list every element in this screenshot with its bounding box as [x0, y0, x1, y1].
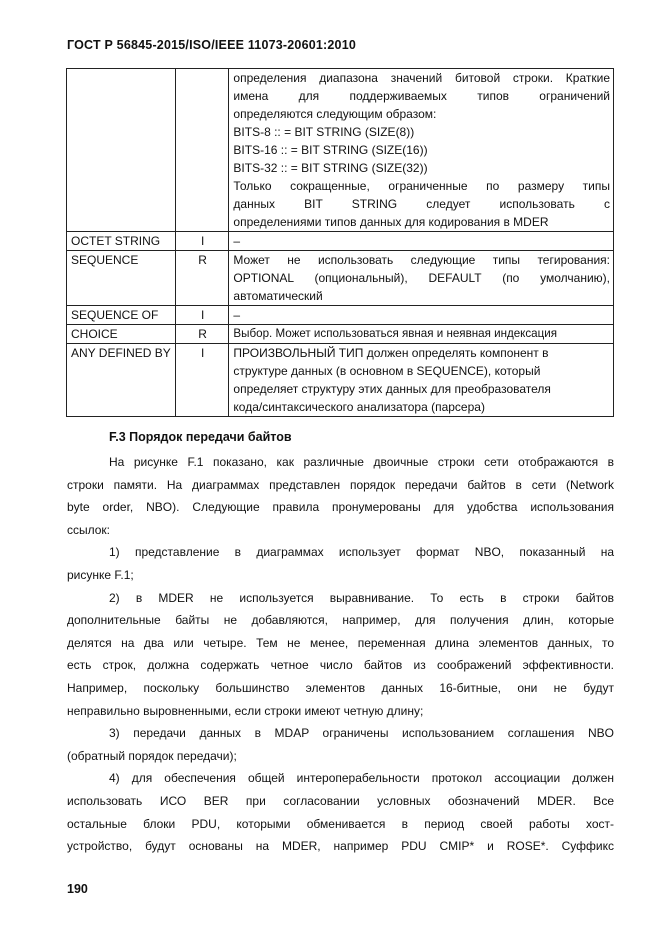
- text-line: (обратный порядок передачи);: [67, 748, 237, 763]
- text-line: 3) передачи данных в MDAP ограничены использованием соглашения NBO: [109, 726, 614, 741]
- page-number: 190: [67, 882, 88, 896]
- flag-cell: R: [175, 325, 229, 344]
- flag-cell: I: [175, 344, 229, 417]
- list-item: [67, 722, 614, 767]
- table-row: [67, 232, 614, 251]
- description-line: –: [233, 308, 241, 322]
- asn1-types-table: [66, 68, 614, 417]
- description-line: данных BIT STRING следует использовать с: [233, 197, 610, 211]
- description-line: –: [233, 234, 241, 248]
- table-row: [67, 69, 614, 232]
- flag-cell: I: [175, 306, 229, 325]
- list-item: [67, 587, 614, 723]
- table-row: [67, 325, 614, 344]
- description-cell: [229, 251, 614, 306]
- flag-cell: R: [175, 251, 229, 306]
- description-line: имена для поддерживаемых типов ограничений: [233, 89, 610, 103]
- description-line: Только сокращенные, ограниченные по размеру типы: [233, 179, 610, 193]
- text-line: дополнительные байты не добавляются, например, для получения длин, которые: [67, 613, 614, 628]
- list-item: [67, 541, 614, 586]
- type-cell: CHOICE: [67, 325, 176, 344]
- paragraph: [67, 451, 614, 541]
- section-heading: F.3 Порядок передачи байтов: [109, 430, 292, 444]
- type-cell: ANY DEFINED BY: [67, 344, 176, 417]
- description-line: определения диапазона значений битовой строки. Краткие: [233, 71, 610, 85]
- description-line: OPTIONAL (опциональный), DEFAULT (по умолчанию),: [233, 271, 610, 285]
- text-line: 4) для обеспечения общей интероперабельности протокол ассоциации должен: [109, 771, 614, 786]
- text-line: устройство, будут основаны на MDER, например PDU CMIP* и ROSE*. Суффикс: [67, 839, 614, 854]
- description-cell: [229, 232, 614, 251]
- text-line: рисунке F.1;: [67, 567, 134, 582]
- flag-cell: [175, 69, 229, 232]
- text-line: делятся на два или четыре. Тем не менее, переменная длина элементов данных, то: [67, 635, 614, 650]
- text-line: использовать ИСО BER при согласовании условных обозначений MDER. Все: [67, 793, 614, 808]
- text-line: неправильно выровненными, если строки имеют четную длину;: [67, 703, 424, 718]
- text-line: 1) представление в диаграммах использует формат NBO, показанный на: [109, 545, 614, 560]
- description-line: определениями типов данных для кодирования в MDER: [233, 215, 549, 229]
- type-cell: SEQUENCE OF: [67, 306, 176, 325]
- description-line: Выбор. Может использоваться явная и неявная индексация: [233, 327, 558, 340]
- flag-cell: I: [175, 232, 229, 251]
- description-line: BITS-8 :: = BIT STRING (SIZE(8)): [233, 125, 415, 139]
- table-row: [67, 306, 614, 325]
- type-cell: SEQUENCE: [67, 251, 176, 306]
- description-line: BITS-32 :: = BIT STRING (SIZE(32)): [233, 161, 428, 175]
- description-line: определяет структуру этих данных для преобразователя: [233, 382, 551, 396]
- type-cell: [67, 69, 176, 232]
- text-line: остальные блоки PDU, которыми обменивается в период своей работы хост-: [67, 816, 614, 831]
- description-cell: [229, 344, 614, 417]
- description-line: BITS-16 :: = BIT STRING (SIZE(16)): [233, 143, 428, 157]
- text-line: На рисунке F.1 показано, как различные двоичные строки сети отображаются в: [109, 455, 614, 469]
- description-line: кода/синтаксического анализатора (парсера): [233, 400, 485, 414]
- document-header: ГОСТ Р 56845-2015/ISO/IEEE 11073-20601:2010: [67, 38, 357, 52]
- description-line: автоматический: [233, 289, 323, 303]
- description-line: Может не использовать следующие типы тегирования:: [233, 253, 610, 267]
- text-line: есть строк, должна содержать четное число байтов из соображений эффективности.: [67, 658, 614, 673]
- text-line: byte order, NBO). Следующие правила пронумерованы для удобства использования: [67, 500, 614, 515]
- text-line: 2) в MDER не используется выравнивание. То есть в строки байтов: [109, 590, 614, 605]
- description-cell: [229, 69, 614, 232]
- text-line: строки памяти. На диаграммах представлен порядок передачи байтов в сети (Network: [67, 477, 614, 492]
- description-line: ПРОИЗВОЛЬНЫЙ ТИП должен определять компонент в: [233, 346, 549, 360]
- description-cell: [229, 306, 614, 325]
- table-row: [67, 344, 614, 417]
- list-item: [67, 767, 614, 857]
- type-cell: OCTET STRING: [67, 232, 176, 251]
- body-text: [67, 451, 614, 858]
- text-line: Например, поскольку большинство элементов данных 16-битные, они не будут: [67, 680, 614, 695]
- description-cell: [229, 325, 614, 344]
- text-line: ссылок:: [67, 522, 111, 537]
- description-line: определяются следующим образом:: [233, 107, 437, 121]
- table-row: [67, 251, 614, 306]
- description-line: структуре данных (в основном в SEQUENCE), который: [233, 364, 541, 378]
